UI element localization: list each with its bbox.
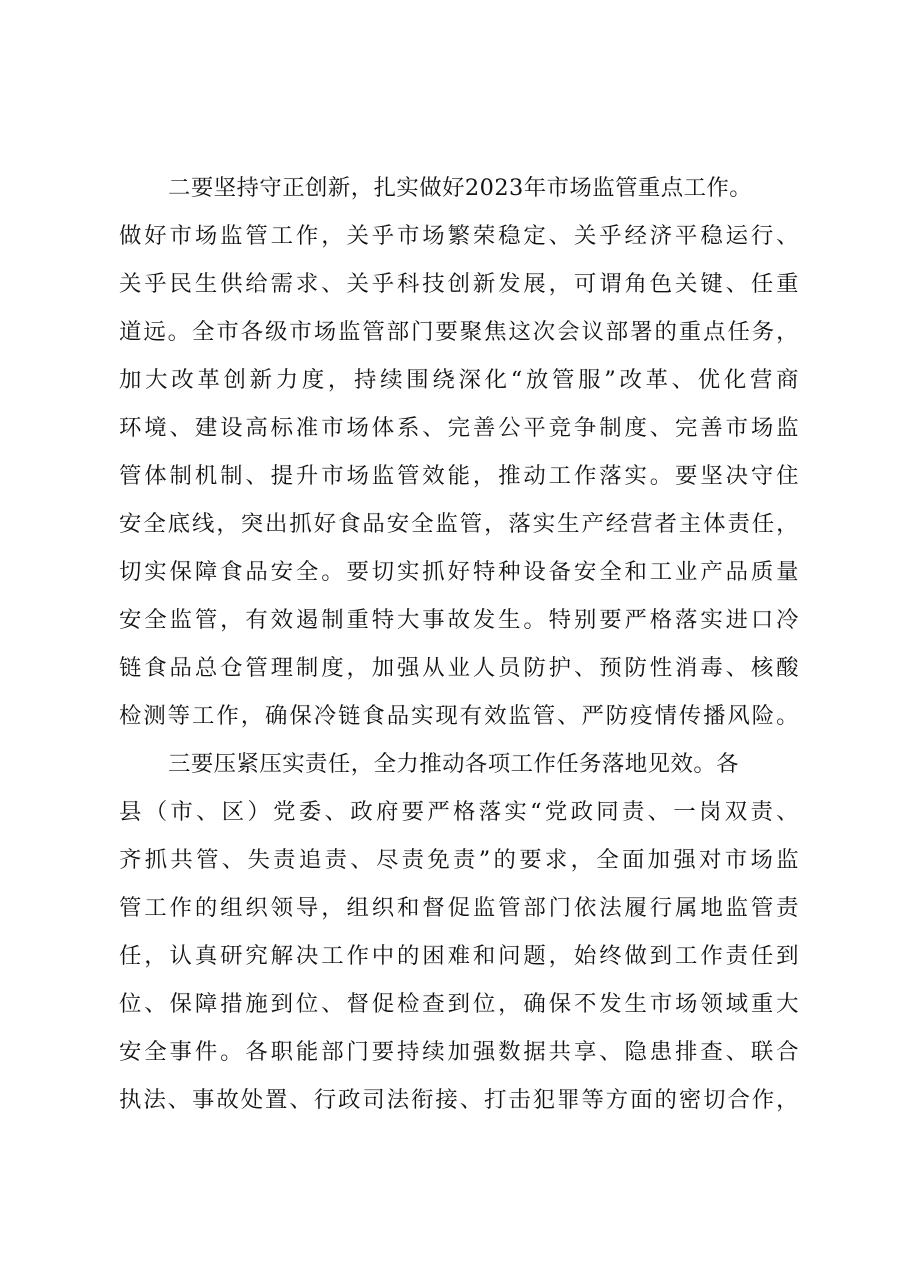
text-line: 二要坚持守正创新，扎实做好2023年市场监管重点工作。 bbox=[168, 175, 753, 201]
text-line: 关乎民生供给需求、关乎科技创新发展，可谓角色关键、任重 bbox=[119, 271, 799, 297]
text-line: 三要压紧压实责任，全力推动各项工作任务落地见效。各 bbox=[168, 751, 740, 777]
text-line: 检测等工作，确保冷链食品实现有效监管、严防疫情传播风险。 bbox=[119, 703, 799, 729]
body-text bbox=[119, 164, 799, 1124]
text-line: 位、保障措施到位、督促检查到位，确保不发生市场领域重大 bbox=[119, 991, 799, 1017]
text-line: 安全监管，有效遏制重特大事故发生。特别要严格落实进口冷 bbox=[119, 607, 799, 633]
text-line: 齐抓共管、失责追责、尽责免责”的要求，全面加强对市场监 bbox=[119, 847, 799, 873]
text-line: 链食品总仓管理制度，加强从业人员防护、预防性消毒、核酸 bbox=[119, 655, 799, 681]
text-line: 执法、事故处置、行政司法衔接、打击犯罪等方面的密切合作， bbox=[119, 1087, 799, 1113]
text-line: 安全底线，突出抓好食品安全监管，落实生产经营者主体责任， bbox=[119, 511, 799, 537]
text-line: 任，认真研究解决工作中的困难和问题，始终做到工作责任到 bbox=[119, 943, 799, 969]
text-line: 管体制机制、提升市场监管效能，推动工作落实。要坚决守住 bbox=[119, 463, 799, 489]
text-line: 安全事件。各职能部门要持续加强数据共享、隐患排查、联合 bbox=[119, 1039, 799, 1065]
text-line: 加大改革创新力度，持续围绕深化“放管服”改革、优化营商 bbox=[119, 367, 799, 393]
text-line: 道远。全市各级市场监管部门要聚焦这次会议部署的重点任务， bbox=[119, 319, 799, 345]
paragraph-2 bbox=[119, 164, 799, 740]
text-line: 环境、建设高标准市场体系、完善公平竞争制度、完善市场监 bbox=[119, 415, 799, 441]
text-line: 做好市场监管工作，关乎市场繁荣稳定、关乎经济平稳运行、 bbox=[119, 223, 799, 249]
text-line: 管工作的组织领导，组织和督促监管部门依法履行属地监管责 bbox=[119, 895, 799, 921]
text-line: 县（市、区）党委、政府要严格落实“党政同责、一岗双责、 bbox=[119, 799, 799, 825]
paragraph-3 bbox=[119, 740, 799, 1124]
text-line: 切实保障食品安全。要切实抓好特种设备安全和工业产品质量 bbox=[119, 559, 799, 585]
